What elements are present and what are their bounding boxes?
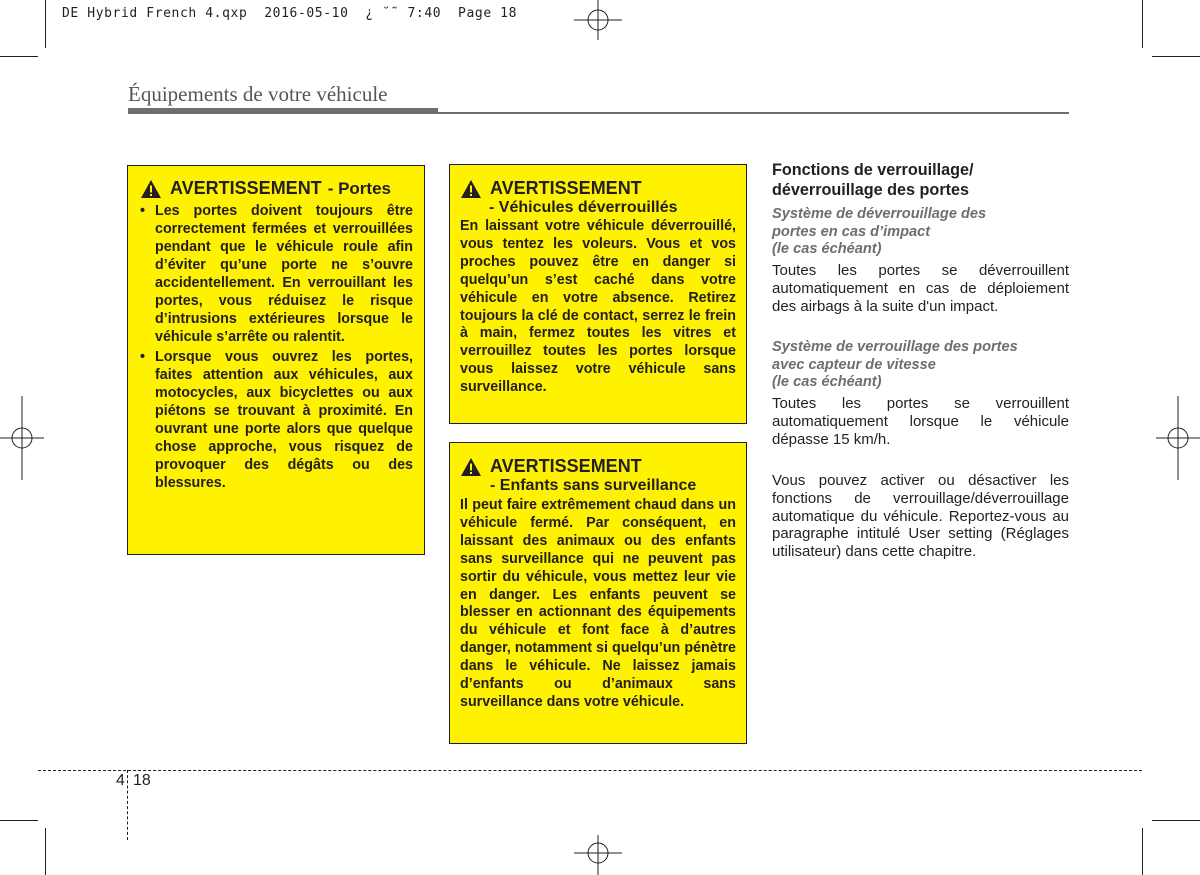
bullet-icon: • <box>140 349 146 365</box>
warning-triangle-icon <box>460 179 482 199</box>
warning-body: En laissant votre véhicule déverrouillé, vous tentez les voleurs. Vous et vos proches pouvez être en danger si quelqu’un s’est caché dans votre véhicule en votre absence. Retirez toujours la clé de contact, serrez le frein à main, fermez toutes les vitres et verrouillez toutes les portes lorsque vous laissez votre véhicule sans surveillance. <box>460 218 736 396</box>
subheading-line: Système de verrouillage des portes <box>772 339 1018 355</box>
subheading-line: (le cas échéant) <box>772 374 882 390</box>
warning-box-doors <box>127 165 425 555</box>
warning-header <box>460 178 736 199</box>
speed-lock-text: Toutes les portes se verrouillent automatiquement lorsque le véhicule dépasse 15 km/h. <box>772 395 1069 448</box>
warning-header <box>460 456 736 477</box>
heading-line: déverrouillage des portes <box>772 180 970 199</box>
crop-mark <box>45 828 46 875</box>
registration-mark-icon <box>574 835 622 875</box>
subheading-line: avec capteur de vitesse <box>772 356 936 373</box>
speed-lock-subheading <box>772 339 1069 392</box>
list-item: • Les portes doivent toujours être correctement fermées et verrouillées pendant que le véhicule roule afin d’éviter qu’une porte ne s’ouvre accidentellement. En verrouillant les portes, vous réduisez le risque d’intrusions extérieures lorsque le véhicule s’arrête ou ralentit. <box>140 203 413 345</box>
warning-subtitle: - Véhicules déverrouillés <box>489 199 678 216</box>
crop-mark <box>1152 56 1200 57</box>
crop-mark <box>0 820 38 821</box>
warning-title: AVERTISSEMENT <box>490 178 642 198</box>
subheading-line: portes en cas d’impact <box>772 223 931 240</box>
warning-box-unlocked <box>449 164 747 424</box>
print-slug: DE Hybrid French 4.qxp 2016-05-10 ¿ ˘˜ 7:40 Page 18 <box>62 6 518 21</box>
crop-mark <box>1142 828 1143 875</box>
warning-triangle-icon <box>140 179 162 199</box>
warning-header <box>140 178 413 199</box>
warning-box-children <box>449 442 747 744</box>
impact-unlock-subheading <box>772 206 1069 259</box>
subheading-line: Système de déverrouillage des <box>772 206 987 222</box>
user-setting-text: Vous pouvez activer ou désactiver les fonctions de verrouillage/déverrouillage automatique du véhicule. Reportez-vous au paragraphe intitulé User setting (Réglages utilisateur) dans cette chapitre. <box>772 472 1069 561</box>
warning-title-suffix: - Portes <box>327 178 391 198</box>
crop-mark <box>1152 820 1200 821</box>
door-lock-heading <box>772 161 1069 200</box>
warning-subtitle: - Enfants sans surveillance <box>490 477 697 494</box>
subheading-line: (le cas échéant) <box>772 241 882 257</box>
crop-mark <box>0 56 38 57</box>
chapter-number: 4 <box>116 772 125 789</box>
crop-mark <box>1142 0 1143 48</box>
registration-mark-icon <box>0 396 44 480</box>
warning-body: Il peut faire extrêmement chaud dans un véhicule fermé. Par conséquent, en laissant des animaux ou des enfants sans surveillance qui ne peuvent pas sortir du véhicule, vous mettez leur vie en danger. Les enfants peuvent se blesser en actionnant des équipements du véhicule et font face à d’autres danger, notamment si quelqu’un pénètre dans le véhicule. Ne laissez jamais d’enfants ou d’animaux sans surveillance dans votre véhicule. <box>460 497 736 710</box>
warning-title: AVERTISSEMENT <box>170 178 322 198</box>
registration-mark-icon <box>574 0 622 40</box>
bullet-icon: • <box>140 203 146 219</box>
footer-dashed-divider <box>127 770 128 840</box>
page-number: 18 <box>133 772 151 789</box>
list-item: • Lorsque vous ouvrez les portes, faites attention aux véhicules, aux motocycles, aux bicyclettes ou aux piétons se trouvant à proximité. En ouvrant une porte alors que quelque chose approche, vous risquez de provoquer des dégâts ou des blessures. <box>140 349 413 491</box>
header-rule-thick <box>128 108 438 114</box>
crop-mark <box>45 0 46 48</box>
impact-unlock-text: Toutes les portes se déverrouillent automatiquement en cas de déploiement des airbags à la suite d'un impact. <box>772 262 1069 315</box>
footer-dashed-rule <box>38 770 1142 771</box>
warning-list <box>140 202 413 492</box>
heading-line: Fonctions de verrouillage/ <box>772 161 974 179</box>
registration-mark-icon <box>1156 396 1200 480</box>
header-rule-thin <box>438 112 1069 114</box>
warning-triangle-icon <box>460 457 482 477</box>
section-title: Équipements de votre véhicule <box>128 82 388 106</box>
warning-title: AVERTISSEMENT <box>490 456 642 476</box>
